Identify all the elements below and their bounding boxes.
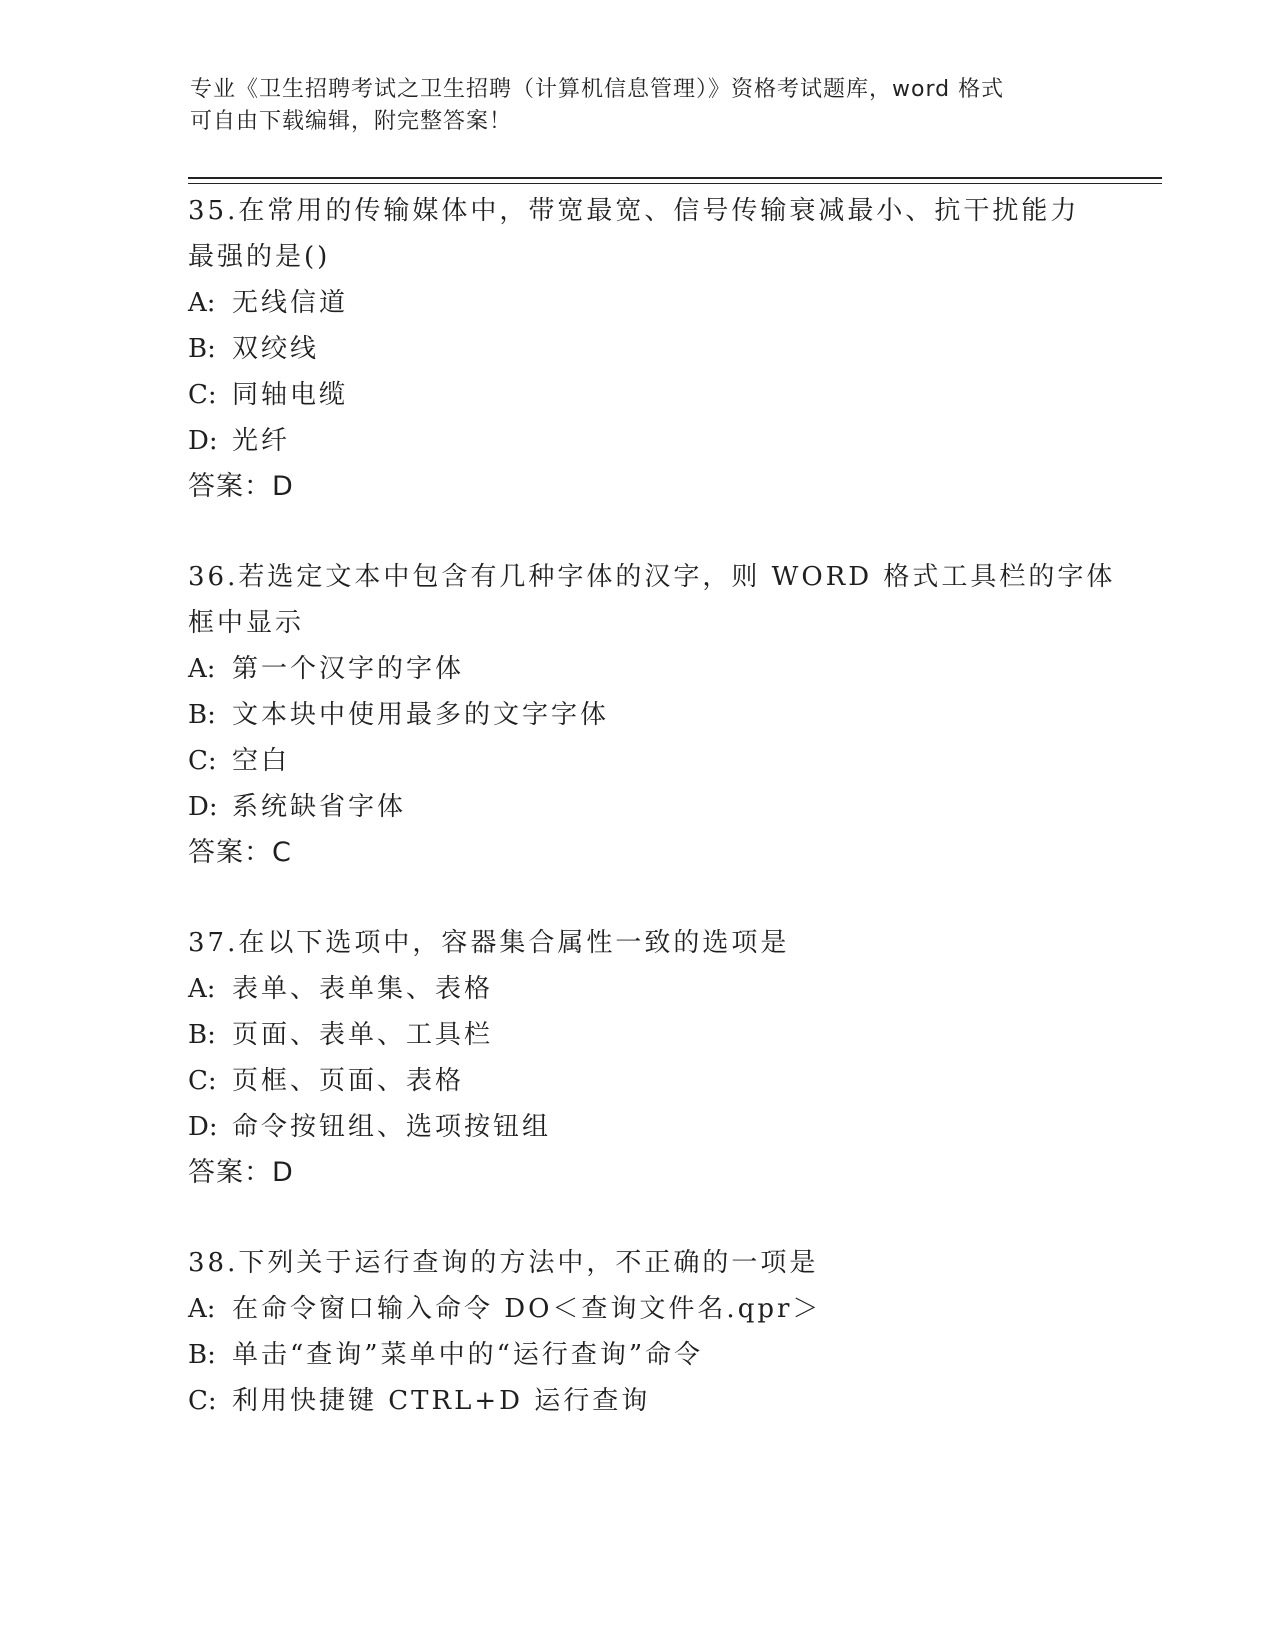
option-row: [188, 1286, 1088, 1332]
option-key: B:: [188, 700, 216, 730]
option-row: [188, 1332, 1088, 1378]
option-row: [188, 1378, 1088, 1424]
option-text: 命令按钮组、选项按钮组: [232, 1112, 552, 1142]
option-text: 无线信道: [232, 288, 349, 318]
option-text: 光纤: [232, 426, 291, 456]
option-key: D:: [188, 426, 218, 456]
option-row: [188, 418, 1088, 464]
option-text: 在命令窗口输入命令 DO＜查询文件名.qpr＞: [232, 1294, 822, 1324]
question-stem-line: 35.在常用的传输媒体中，带宽最宽、信号传输衰减最小、抗干扰能力: [188, 196, 1080, 226]
option-row: [188, 1104, 1088, 1150]
option-key: B:: [188, 1340, 216, 1370]
question-item: [188, 920, 1088, 1196]
option-row: [188, 966, 1088, 1012]
question-stem-line: 37.在以下选项中，容器集合属性一致的选项是: [188, 928, 790, 958]
option-key: C:: [188, 746, 217, 776]
document-header: [190, 74, 1090, 138]
option-text: 第一个汉字的字体: [232, 654, 465, 684]
option-key: A:: [188, 1294, 216, 1324]
option-row: [188, 692, 1088, 738]
question-stem-line: 38.下列关于运行查询的方法中，不正确的一项是: [188, 1248, 819, 1278]
option-text: 双绞线: [232, 334, 320, 364]
answer-line: 答案：C: [188, 837, 292, 868]
question-item: [188, 1240, 1088, 1424]
option-key: A:: [188, 654, 216, 684]
option-row: [188, 280, 1088, 326]
option-key: C:: [188, 1386, 217, 1416]
answer-line: 答案：D: [188, 471, 294, 502]
question-stem-line: 框中显示: [188, 608, 305, 638]
option-key: A:: [188, 288, 216, 318]
question-stem-line: 36.若选定文本中包含有几种字体的汉字，则 WORD 格式工具栏的字体: [188, 562, 1116, 592]
option-row: [188, 1012, 1088, 1058]
question-item: [188, 554, 1116, 876]
header-line-1: 专业《卫生招聘考试之卫生招聘（计算机信息管理）》资格考试题库，word 格式: [190, 77, 1005, 102]
option-text: 页框、页面、表格: [232, 1066, 465, 1096]
option-row: [188, 1058, 1088, 1104]
option-text: 系统缺省字体: [232, 792, 407, 822]
option-text: 单击“查询”菜单中的“运行查询”命令: [232, 1340, 704, 1370]
option-text: 同轴电缆: [232, 380, 349, 410]
option-row: [188, 372, 1088, 418]
option-key: C:: [188, 380, 217, 410]
answer-line: 答案：D: [188, 1157, 294, 1188]
option-row: [188, 784, 1088, 830]
option-key: C:: [188, 1066, 217, 1096]
option-key: B:: [188, 1020, 216, 1050]
option-text: 利用快捷键 CTRL+D 运行查询: [232, 1386, 651, 1416]
option-text: 文本块中使用最多的文字字体: [232, 700, 610, 730]
option-key: B:: [188, 334, 216, 364]
option-row: [188, 326, 1088, 372]
question-list: [188, 188, 1116, 1468]
question-item: [188, 188, 1088, 510]
header-divider-thick: [188, 177, 1162, 179]
option-key: D:: [188, 792, 218, 822]
header-line-2: 可自由下载编辑，附完整答案！: [190, 109, 513, 134]
option-row: [188, 738, 1088, 784]
option-key: D:: [188, 1112, 218, 1142]
option-text: 页面、表单、工具栏: [232, 1020, 494, 1050]
option-key: A:: [188, 974, 216, 1004]
option-text: 表单、表单集、表格: [232, 974, 494, 1004]
option-row: [188, 646, 1088, 692]
header-divider-thin: [188, 183, 1162, 184]
option-text: 空白: [232, 746, 291, 776]
question-stem-line: 最强的是(): [188, 242, 331, 272]
